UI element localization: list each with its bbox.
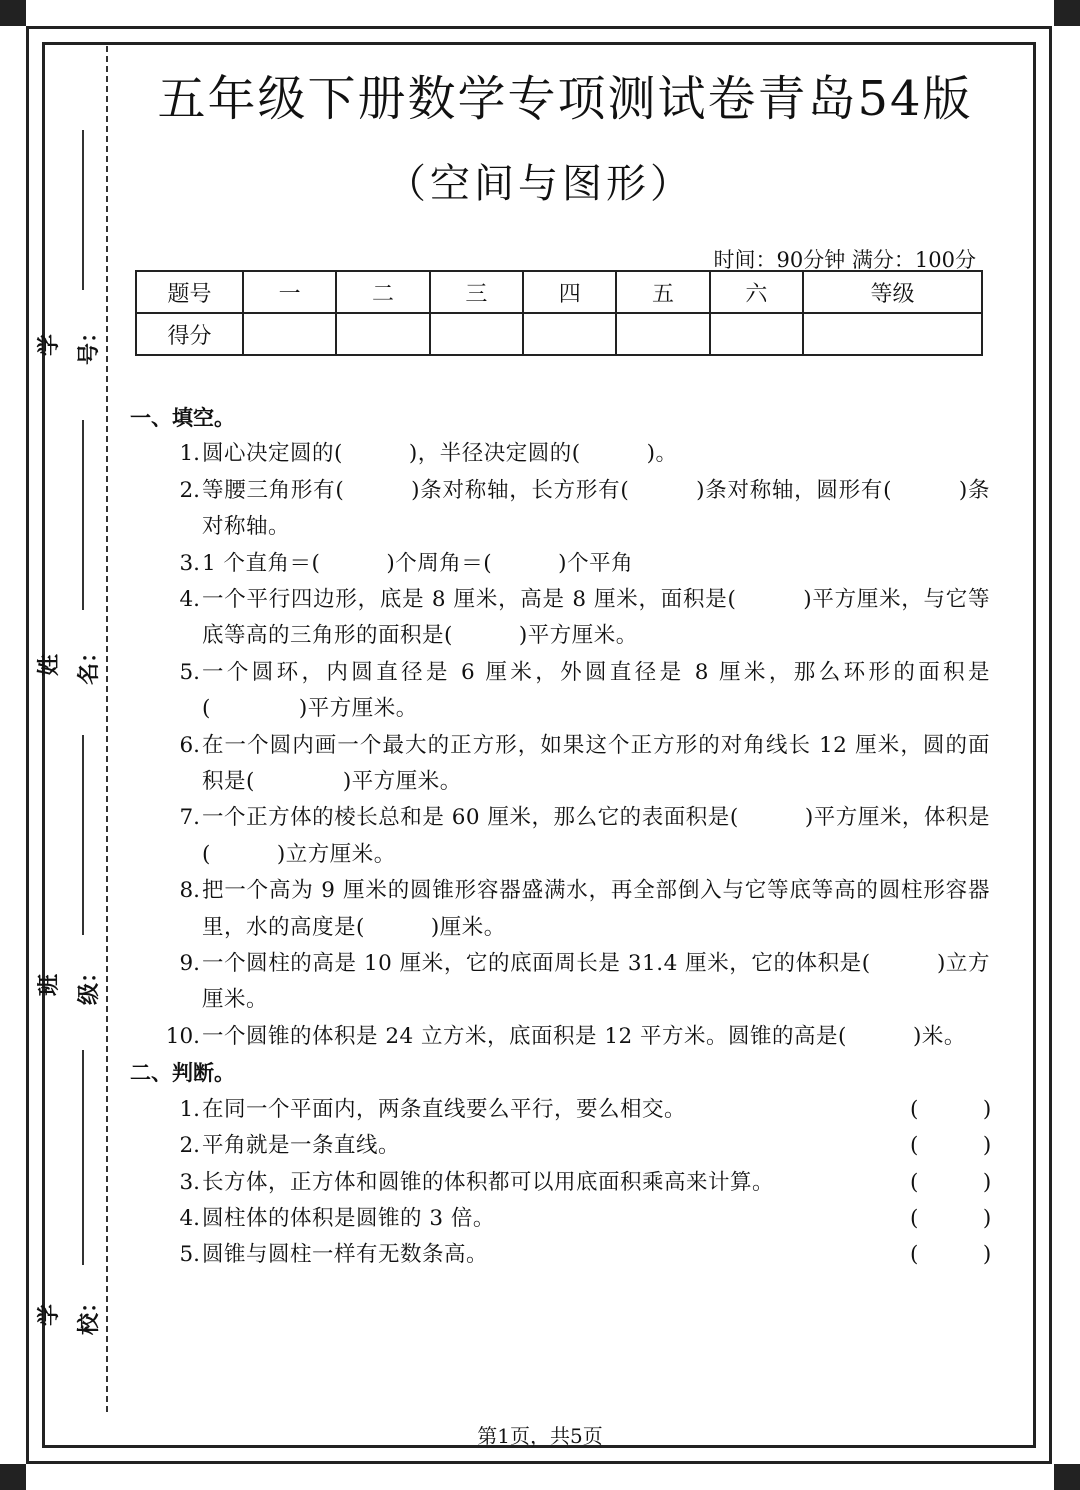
score-table-header-row xyxy=(136,271,982,313)
question-text: 圆心决定圆的( )，半径决定圆的( )。 xyxy=(202,441,678,467)
question-item xyxy=(130,546,990,582)
page-title: 五年级下册数学专项测试卷青岛54版 xyxy=(157,71,973,127)
corner-top-right xyxy=(1054,0,1080,26)
binding-cut-line xyxy=(106,46,108,1412)
answer-paren[interactable]: ( ) xyxy=(910,1096,992,1122)
question-text: 把一个高为 9 厘米的圆锥形容器盛满水，再全部倒入与它等底等高的圆柱形容器里，水的高度是( )厘米。 xyxy=(202,878,990,940)
score-table-row-label: 得分 xyxy=(136,313,243,355)
score-table-col: 一 xyxy=(243,271,336,313)
exam-content xyxy=(130,400,990,1274)
score-table-col: 五 xyxy=(616,271,709,313)
page-footer: 第1页，共5页 xyxy=(477,1424,603,1448)
question-item xyxy=(130,1019,990,1055)
corner-bottom-right xyxy=(1054,1464,1080,1490)
question-item xyxy=(130,800,990,873)
score-cell[interactable] xyxy=(616,313,709,355)
question-item xyxy=(130,582,990,655)
score-table-col: 二 xyxy=(336,271,429,313)
question-number: 10. xyxy=(165,1023,200,1049)
class-label: 班级： xyxy=(37,960,102,1005)
question-text: 1 个直角＝( )个周角＝( )个平角 xyxy=(202,550,634,576)
name-label: 姓名： xyxy=(37,640,102,685)
judge-item xyxy=(130,1128,990,1164)
judge-item xyxy=(130,1237,990,1273)
question-text: 在同一个平面内，两条直线要么平行，要么相交。 xyxy=(202,1096,687,1122)
score-cell[interactable] xyxy=(430,313,523,355)
question-text: 一个正方体的棱长总和是 60 厘米，那么它的表面积是( )平方厘米，体积是( )立方厘米。 xyxy=(202,805,990,867)
question-item xyxy=(130,655,990,728)
score-table-col: 六 xyxy=(710,271,803,313)
corner-bottom-left xyxy=(0,1464,26,1490)
question-text: 一个平行四边形，底是 8 厘米，高是 8 厘米，面积是( )平方厘米，与它等底等高的三角形的面积是( )平方厘米。 xyxy=(202,587,990,649)
question-number: 4. xyxy=(179,1205,200,1231)
question-number: 2. xyxy=(179,477,200,503)
score-table xyxy=(135,270,983,356)
student-no-line xyxy=(82,130,84,290)
question-number: 4. xyxy=(179,587,200,613)
question-item xyxy=(130,873,990,946)
judge-item xyxy=(130,1165,990,1201)
school-label: 学校： xyxy=(37,1290,102,1335)
score-table-row-label: 题号 xyxy=(136,271,243,313)
score-table-col: 三 xyxy=(430,271,523,313)
answer-paren[interactable]: ( ) xyxy=(910,1133,992,1159)
question-item xyxy=(130,946,990,1019)
score-cell[interactable] xyxy=(336,313,429,355)
class-line xyxy=(82,735,84,935)
score-cell[interactable] xyxy=(243,313,336,355)
question-number: 3. xyxy=(179,1169,200,1195)
question-text: 长方体，正方体和圆锥的体积都可以用底面积乘高来计算。 xyxy=(202,1169,775,1195)
question-item xyxy=(130,473,990,546)
score-cell[interactable] xyxy=(803,313,982,355)
question-item xyxy=(130,728,990,801)
question-number: 1. xyxy=(179,441,200,467)
score-cell[interactable] xyxy=(523,313,616,355)
exam-meta: 时间：90分钟 满分：100分 xyxy=(713,248,976,272)
answer-paren[interactable]: ( ) xyxy=(910,1242,992,1268)
score-table-col: 等级 xyxy=(803,271,982,313)
section-heading-fill: 一、填空。 xyxy=(130,406,235,430)
score-table-score-row xyxy=(136,313,982,355)
score-cell[interactable] xyxy=(710,313,803,355)
judge-item xyxy=(130,1201,990,1237)
student-no-label: 学号： xyxy=(37,320,102,365)
corner-top-left xyxy=(0,0,26,26)
score-table-col: 四 xyxy=(523,271,616,313)
question-number: 3. xyxy=(179,550,200,576)
question-number: 5. xyxy=(179,1242,200,1268)
question-number: 7. xyxy=(179,805,200,831)
question-text: 一个圆环，内圆直径是 6 厘米，外圆直径是 8 厘米，那么环形的面积是( )平方厘米。 xyxy=(202,659,990,722)
name-line xyxy=(82,420,84,610)
section-heading-judge: 二、判断。 xyxy=(130,1061,235,1086)
question-number: 6. xyxy=(179,732,200,758)
question-text: 平角就是一条直线。 xyxy=(202,1133,401,1159)
question-text: 一个圆柱的高是 10 厘米，它的底面周长是 31.4 厘米，它的体积是( )立方厘米。 xyxy=(202,951,990,1013)
question-text: 在一个圆内画一个最大的正方形，如果这个正方形的对角线长 12 厘米，圆的面积是( )平方厘米。 xyxy=(202,732,990,795)
question-item xyxy=(130,436,990,472)
question-number: 2. xyxy=(179,1133,200,1159)
question-number: 9. xyxy=(179,951,200,977)
question-number: 1. xyxy=(179,1096,200,1122)
question-number: 8. xyxy=(179,878,200,904)
answer-paren[interactable]: ( ) xyxy=(910,1205,992,1231)
question-text: 圆柱体的体积是圆锥的 3 倍。 xyxy=(202,1205,495,1231)
page-subtitle: （空间与图形） xyxy=(386,161,694,207)
school-line xyxy=(82,1050,84,1265)
question-text: 一个圆锥的体积是 24 立方米，底面积是 12 平方米。圆锥的高是( )米。 xyxy=(202,1023,966,1049)
answer-paren[interactable]: ( ) xyxy=(910,1169,992,1195)
judge-item xyxy=(130,1092,990,1128)
question-number: 5. xyxy=(179,659,200,685)
question-text: 圆锥与圆柱一样有无数条高。 xyxy=(202,1242,489,1268)
question-text: 等腰三角形有( )条对称轴，长方形有( )条对称轴，圆形有( )条对称轴。 xyxy=(202,477,990,540)
